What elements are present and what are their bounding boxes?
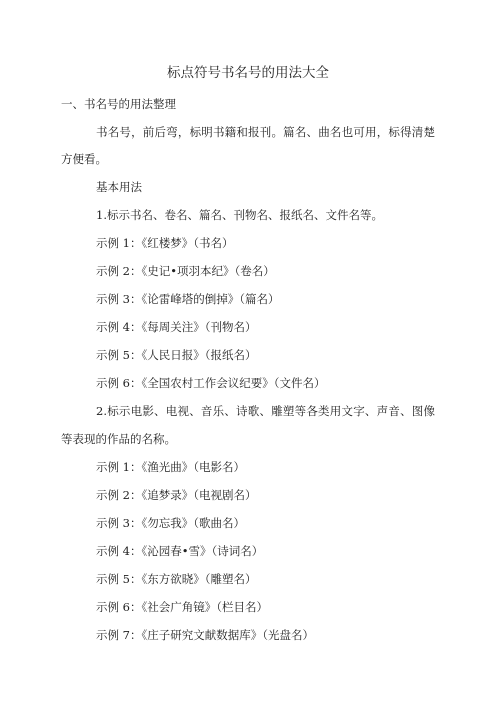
text-line-ex-2-4: 示例 4：《沁园春•雪》（诗词名） (96, 544, 264, 558)
text-line-intro-b: 方便看。 (61, 152, 107, 166)
text-line-ex-1-5: 示例 5：《人民日报》（报纸名） (96, 348, 257, 362)
text-line-intro-a: 书名号，前后弯，标明书籍和报刊。篇名、曲名也可用，标得清楚 (96, 125, 435, 139)
text-line-ex-1-4: 示例 4：《每周关注》（刊物名） (96, 320, 257, 334)
text-line-basic-usage: 基本用法 (96, 180, 142, 194)
text-line-rule-1: 1.标示书名、卷名、篇名、刊物名、报纸名、文件名等。 (96, 208, 383, 222)
text-line-ex-2-6: 示例 6：《社会广角镜》（栏目名） (96, 600, 268, 614)
text-line-ex-1-6: 示例 6：《全国农村工作会议纪要》（文件名） (96, 376, 326, 390)
text-line-ex-2-3: 示例 3：《勿忘我》（歌曲名） (96, 516, 245, 530)
document-title: 标点符号书名号的用法大全 (167, 65, 329, 81)
text-line-ex-2-2: 示例 2：《追梦录》（电视剧名） (96, 488, 257, 502)
text-line-ex-2-5: 示例 5：《东方欲晓》（雕塑名） (96, 572, 257, 586)
text-line-heading-1: 一、书名号的用法整理 (61, 97, 176, 111)
text-line-ex-2-1: 示例 1：《渔光曲》（电影名） (96, 460, 245, 474)
text-line-rule-2a: 2.标示电影、电视、音乐、诗歌、雕塑等各类用文字、声音、图像 (96, 404, 435, 418)
text-line-ex-1-2: 示例 2：《史记•项羽本纪》（卷名） (96, 264, 275, 278)
text-line-ex-1-1: 示例 1：《红楼梦》（书名） (96, 236, 234, 250)
text-line-ex-1-3: 示例 3：《论雷峰塔的倒掉》（篇名） (96, 292, 280, 306)
text-line-ex-2-7: 示例 7：《庄子研究文献数据库》（光盘名） (96, 628, 314, 642)
text-line-rule-2b: 等表现的作品的名称。 (61, 432, 176, 446)
